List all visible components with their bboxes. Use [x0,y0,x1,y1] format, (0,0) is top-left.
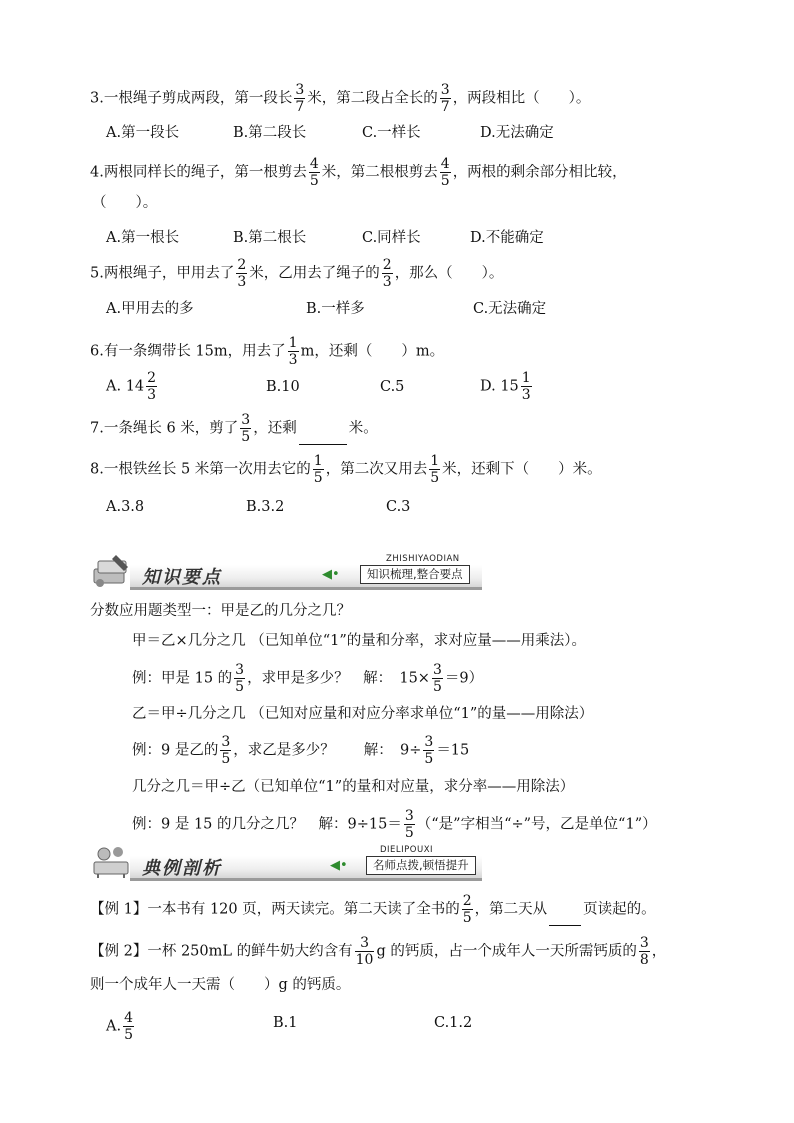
knowledge-example-3: 例：9 是 15 的几分之几？ 解：9÷15＝ $\frac{3}{5}$ （“是”字相当“÷”号，乙是单位“1”） [132,808,657,842]
q8-fraction-2: $\frac{1}{5}$ [430,453,440,487]
q4-fraction-2: $\frac{4}{5}$ [440,156,450,190]
q8-text-b: ，第二次又用去 [325,461,428,478]
q8-option-c[interactable]: C.3 [386,499,411,515]
q7-fraction-1: $\frac{3}{5}$ [241,412,251,446]
banner-tag: 知识梳理,整合要点 [360,565,470,584]
q4-text-c: ，两根的剩余部分相比较， [452,164,627,181]
q8-option-b[interactable]: B.3.2 [246,499,285,515]
ex2-fraction-2: $\frac{3}{5}$ [424,734,434,768]
q6-option-a-fraction: $\frac{2}{3}$ [147,370,157,404]
q5-option-c[interactable]: C.无法确定 [473,301,547,317]
q6-text-a: 6.有一条绸带长 15m，用去了 [90,343,286,360]
q3-text-c: ，两段相比（ ）。 [452,90,591,107]
banner-title: 知识要点 [142,567,222,588]
example-2-option-a-fraction: $\frac{4}{5}$ [124,1010,134,1044]
question-8 [90,453,602,486]
q6-option-d[interactable]: D. 15 $\frac{1}{3}$ [480,370,531,404]
q5-options [0,302,794,320]
q4-fraction-1: $\frac{4}{5}$ [309,156,319,190]
banner-pinyin: ZHISHIYAODIAN [386,554,460,564]
q7-text-a: 7.一条绳长 6 米，剪了 [90,420,239,437]
banner-title: 典例剖析 [142,858,222,879]
question-4 [90,156,627,189]
teacher-desk-icon [90,844,134,880]
example-1-answer-blank[interactable] [549,913,581,926]
q5-text-a: 5.两根绳子，甲用去了 [90,265,235,282]
example-2-line-2: 则一个成年人一天需（ ）g 的钙质。 [90,977,351,993]
q5-text-c: ，那么（ ）。 [394,265,504,282]
q6-options [0,370,794,410]
q3-options [0,126,794,144]
q5-option-b[interactable]: B.一样多 [306,301,365,317]
q3-fraction-2: $\frac{3}{7}$ [440,82,450,116]
example-1: 【例 1】一本书有 120 页，两天读完。第二天读了全书的 $\frac{2}{5}$ ，第二天从 页读起的。 [90,893,656,927]
example-2: 【例 2】一杯 250mL 的鲜牛奶大约含有 $\frac{3}{10}$ g 的钙质，占一个成年人一天所需钙质的 $\frac{3}{8}$ ， [90,935,667,969]
q7-text-c: 米。 [348,420,378,437]
example-2-fraction-2: $\frac{3}{8}$ [639,935,649,969]
q8-options [0,500,794,518]
book-stack-icon [90,553,134,589]
q8-option-a[interactable]: A.3.8 [106,499,145,515]
q6-option-a[interactable]: A. 14 $\frac{2}{3}$ [106,370,157,404]
example-2-option-b[interactable]: B.1 [273,1015,298,1031]
q4-option-d[interactable]: D.不能确定 [470,230,544,246]
q5-text-b: 米，乙用去了绳子的 [249,265,380,282]
q6-option-b[interactable]: B.10 [266,379,300,395]
q5-fraction-1: $\frac{2}{3}$ [237,257,247,291]
q5-option-a[interactable]: A.甲用去的多 [106,301,194,317]
q4-option-b[interactable]: B.第二根长 [233,230,307,246]
question-3 [90,82,590,115]
example-1-fraction: $\frac{2}{5}$ [462,893,472,927]
knowledge-heading: 分数应用题类型一：甲是乙的几分之几？ [90,603,351,619]
q3-text-a: 3.一根绳子剪成两段，第一段长 [90,90,293,107]
q4-text-b: 米，第二根根剪去 [321,164,438,181]
q3-option-c[interactable]: C.一样长 [362,125,421,141]
q3-text-b: 米，第二段占全长的 [307,90,438,107]
q4-text-a: 4.两根同样长的绳子，第一根剪去 [90,164,307,181]
ex2-fraction: $\frac{3}{5}$ [221,734,231,768]
q6-option-d-fraction: $\frac{1}{3}$ [521,370,531,404]
q8-fraction-1: $\frac{1}{5}$ [313,453,323,487]
example-2-option-c[interactable]: C.1.2 [434,1015,473,1031]
q7-text-b: ，还剩 [253,420,297,437]
q4-option-a[interactable]: A.第一根长 [106,230,180,246]
q8-text-a: 8.一根铁丝长 5 米第一次用去它的 [90,461,311,478]
arrow-left-icon: ◀• [330,858,348,873]
q4-line-2: （ ）。 [92,195,158,211]
section-banner-knowledge [90,553,482,589]
knowledge-rule-2: 乙＝甲÷几分之几 （已知对应量和对应分率求单位“1”的量——用除法） [132,706,594,722]
q4-option-c[interactable]: C.同样长 [362,230,421,246]
example-2-fraction-1: $\frac{3}{10}$ [355,935,374,969]
section-banner-examples [90,844,482,880]
q5-fraction-2: $\frac{2}{3}$ [382,257,392,291]
q3-option-d[interactable]: D.无法确定 [480,125,554,141]
knowledge-rule-3: 几分之几＝甲÷乙（已知单位“1”的量和对应量，求分率——用除法） [132,779,575,795]
banner-pinyin: DIELIPOUXI [380,845,434,855]
q8-text-c: 米，还剩下（ ）米。 [442,461,602,478]
banner-tag: 名师点拨,顿悟提升 [366,856,476,875]
arrow-left-icon: ◀• [322,567,340,582]
q3-fraction-1: $\frac{3}{7}$ [295,82,305,116]
q7-answer-blank[interactable] [299,432,347,445]
knowledge-example-1: 例：甲是 15 的 $\frac{3}{5}$ ，求甲是多少？ 解： 15× $\frac{3}{5}$ ＝9） [132,662,484,696]
ex3-fraction: $\frac{3}{5}$ [404,808,414,842]
question-5 [90,257,503,290]
q6-option-c[interactable]: C.5 [380,379,405,395]
q3-option-b[interactable]: B.第二段长 [233,125,307,141]
q3-option-a[interactable]: A.第一段长 [106,125,180,141]
example-2-option-a[interactable]: A. $\frac{4}{5}$ [106,1010,134,1044]
question-7 [90,412,378,445]
q6-fraction-1: $\frac{1}{3}$ [288,335,298,369]
q6-text-b: m，还剩（ ）m。 [300,343,445,360]
ex1-fraction-2: $\frac{3}{5}$ [432,662,442,696]
question-6 [90,335,444,368]
example-2-options [0,1010,794,1050]
q4-options [0,231,794,249]
knowledge-example-2: 例：9 是乙的 $\frac{3}{5}$ ，求乙是多少？ 解： 9÷ $\frac{3}{5}$ ＝15 [132,734,470,768]
knowledge-rule-1: 甲＝乙×几分之几 （已知单位“1”的量和分率，求对应量——用乘法）。 [132,633,587,649]
ex1-fraction: $\frac{3}{5}$ [235,662,245,696]
